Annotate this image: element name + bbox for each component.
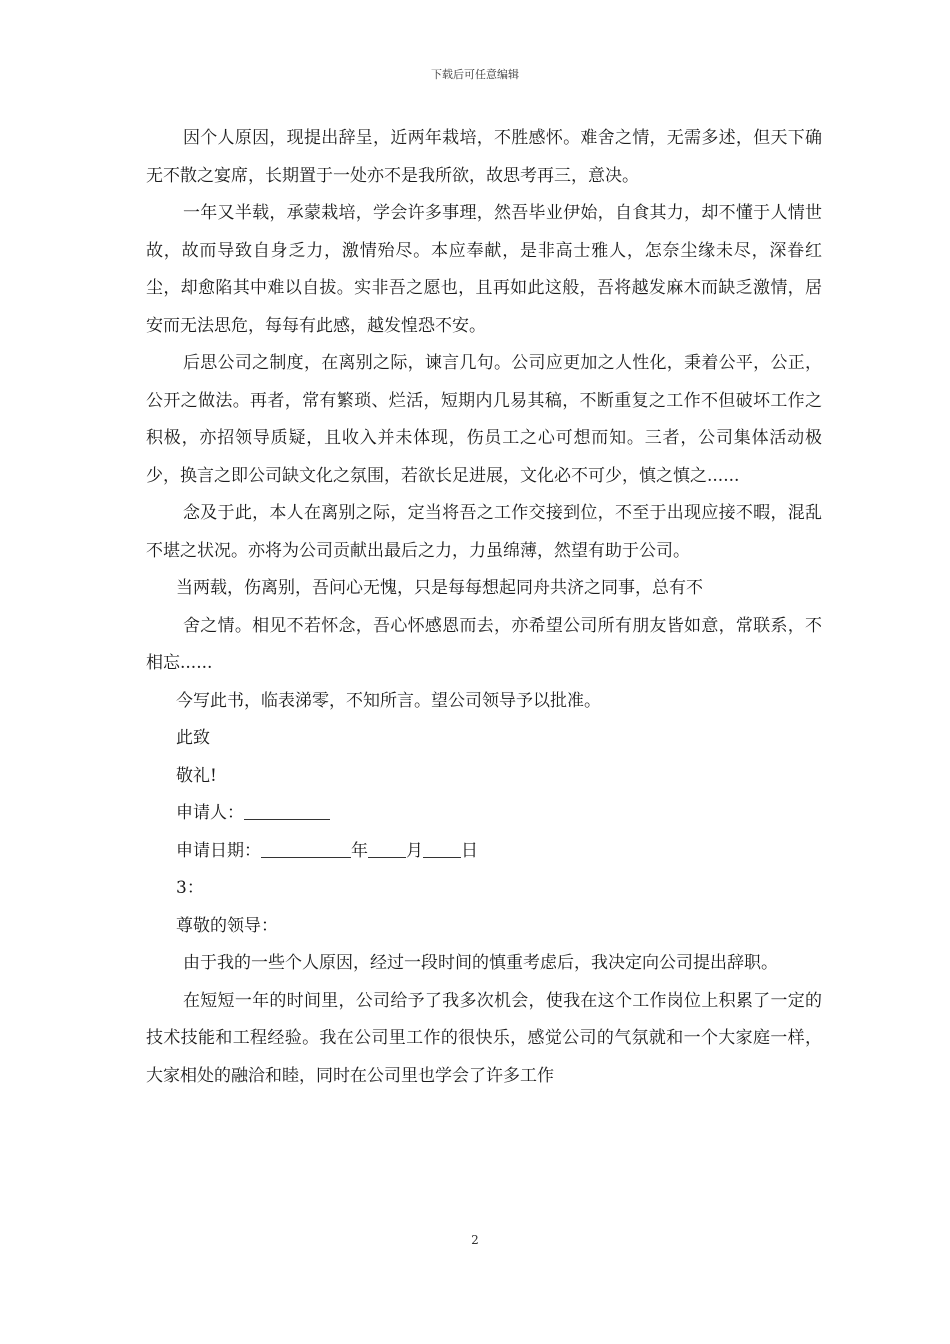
salutation-line1: 此致 <box>176 728 210 748</box>
paragraph-closing: 今写此书，临表涕零，不知所言。望公司领导予以批准。 <box>176 690 601 711</box>
date-line <box>146 833 822 871</box>
date-label: 申请日期： <box>176 840 261 861</box>
paragraph-reason: 因个人原因，现提出辞呈，近两年栽培，不胜感怀。难舍之情，无需多述，但天下确无不散之宴席，长期置于一处亦不是我所欲，故思考再三，意决。 <box>146 128 822 186</box>
year-blank <box>261 839 351 858</box>
paragraph-farewell-line2: 舍之情。相见不若怀念，吾心怀感恩而去，亦希望公司所有朋友皆如意，常联系，不相忘...... <box>146 615 822 673</box>
applicant-line <box>146 795 822 833</box>
month-label: 月 <box>406 840 423 861</box>
paragraph-handover: 念及于此，本人在离别之际，定当将吾之工作交接到位，不至于出现应接不暇，混乱不堪之状况。亦将为公司贡献出最后之力，力虽绵薄，然望有助于公司。 <box>146 503 822 561</box>
page-number: 2 <box>471 1233 479 1247</box>
salutation-line2: 敬礼! <box>176 765 217 786</box>
paragraph-farewell-line1: 当两载，伤离别，吾问心无愧，只是每每想起同舟共济之同事，总有不 <box>176 578 703 598</box>
month-blank <box>368 839 406 858</box>
year-label: 年 <box>351 840 368 861</box>
section-number: 3： <box>176 878 204 898</box>
paragraph-decision: 由于我的一些个人原因，经过一段时间的慎重考虑后，我决定向公司提出辞职。 <box>183 953 778 973</box>
day-blank <box>423 839 461 858</box>
paragraph-gratitude: 在短短一年的时间里，公司给予了我多次机会，使我在这个工作岗位上积累了一定的技术技能和工程经验。我在公司里工作的很快乐，感觉公司的气氛就和一个大家庭一样，大家相处的融洽和睦，同时在公司里也学会了许多工作 <box>146 990 822 1086</box>
paragraph-suggestions: 后思公司之制度，在离别之际，谏言几句。公司应更加之人性化，秉着公平，公正，公开之做法。再者，常有繁琐、烂活，短期内几易其稿，不断重复之工作不但破坏工作之积极，亦招领导质疑，且收入并未体现，伤员工之心可想而知。三者，公司集体活动极少，换言之即公司缺文化之氛围，若欲长足进展，文化必不可少，慎之慎之...... <box>146 353 822 486</box>
applicant-label: 申请人： <box>176 803 244 823</box>
applicant-blank <box>244 801 330 820</box>
letter-body <box>146 120 822 1095</box>
greeting: 尊敬的领导： <box>176 915 278 936</box>
page-header: 下载后可任意编辑 <box>431 68 519 81</box>
paragraph-experience: 一年又半载，承蒙栽培，学会许多事理，然吾毕业伊始，自食其力，却不懂于人情世故，故而导致自身乏力，激情殆尽。本应奉献，是非高士雅人，怎奈尘缘未尽，深眷红尘，却愈陷其中难以自拔。实非吾之愿也，且再如此这般，吾将越发麻木而缺乏激情，居安而无法思危，每每有此感，越发惶恐不安。 <box>146 203 822 336</box>
day-label: 日 <box>461 840 478 861</box>
